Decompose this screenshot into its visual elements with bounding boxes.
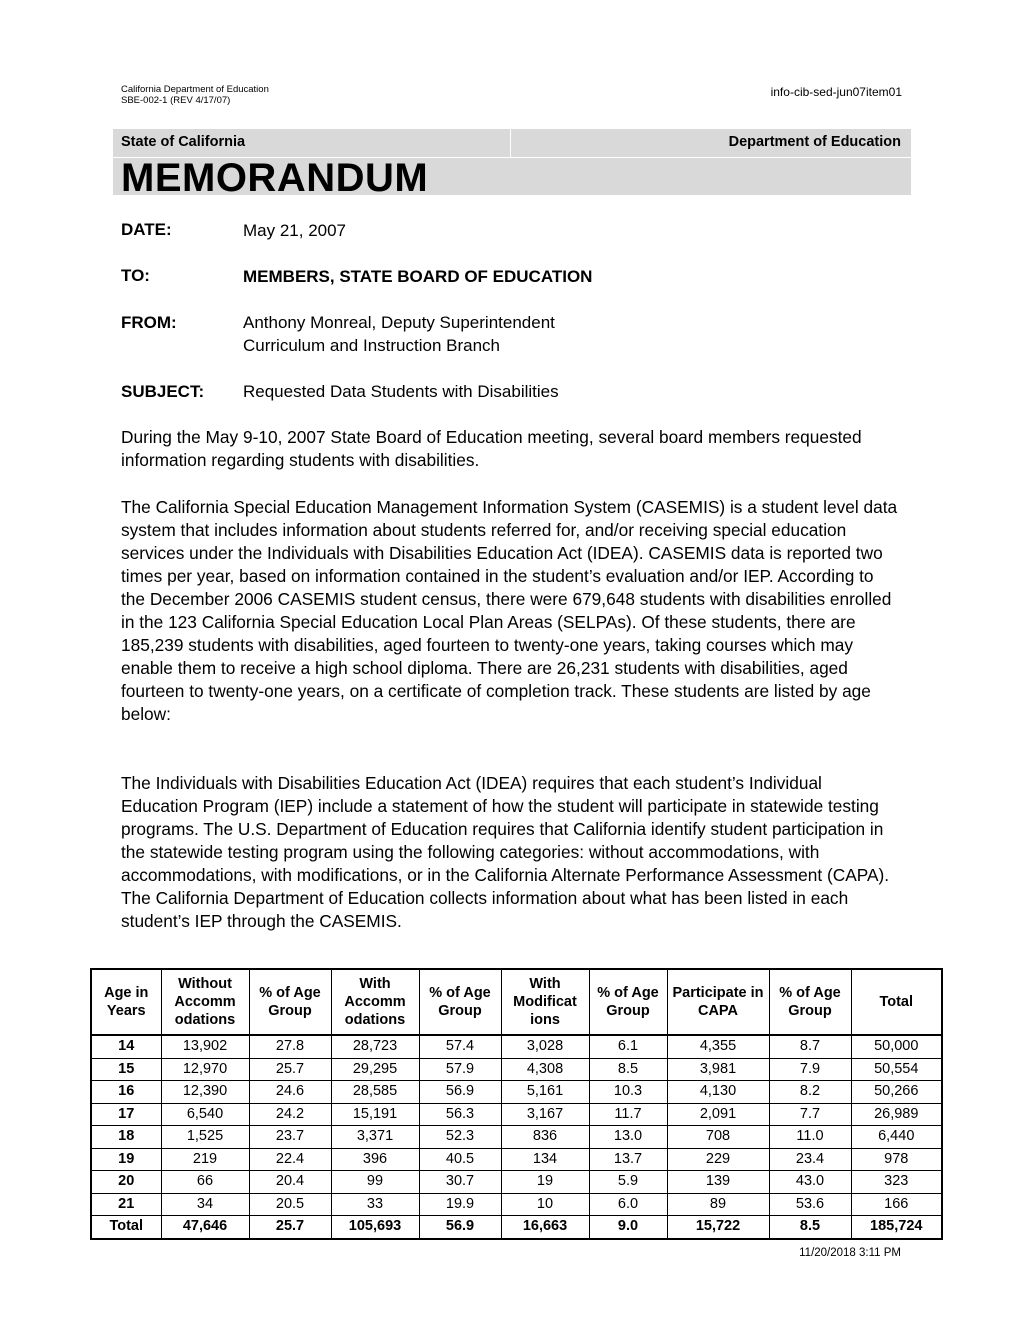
age-cell: Total — [91, 1216, 161, 1239]
table-cell: 323 — [851, 1171, 942, 1194]
col-header: % of Age Group — [249, 969, 331, 1035]
table-cell: 52.3 — [419, 1126, 501, 1149]
table-row — [91, 1193, 942, 1216]
table-header-row — [91, 969, 942, 1035]
age-cell: 17 — [91, 1103, 161, 1126]
to-value: MEMBERS, STATE BOARD OF EDUCATION — [243, 267, 593, 286]
table-cell: 40.5 — [419, 1148, 501, 1171]
age-cell: 15 — [91, 1058, 161, 1081]
table-cell: 10.3 — [589, 1081, 667, 1104]
table-cell: 24.2 — [249, 1103, 331, 1126]
table-cell: 29,295 — [331, 1058, 419, 1081]
table-cell: 57.9 — [419, 1058, 501, 1081]
col-header: % of Age Group — [769, 969, 851, 1035]
table-cell: 4,355 — [667, 1035, 769, 1058]
table-cell: 166 — [851, 1193, 942, 1216]
table-row — [91, 1081, 942, 1104]
print-timestamp: 11/20/2018 3:11 PM — [799, 1247, 901, 1259]
table-cell: 47,646 — [161, 1216, 249, 1239]
table-cell: 11.0 — [769, 1126, 851, 1149]
table-cell: 12,970 — [161, 1058, 249, 1081]
table-cell: 836 — [501, 1126, 589, 1149]
table-cell: 22.4 — [249, 1148, 331, 1171]
document-header-left — [121, 84, 269, 106]
memo-banner — [113, 129, 911, 200]
table-cell: 25.7 — [249, 1058, 331, 1081]
table-cell: 3,371 — [331, 1126, 419, 1149]
table-cell: 6.1 — [589, 1035, 667, 1058]
table-cell: 13.7 — [589, 1148, 667, 1171]
table-cell: 26,989 — [851, 1103, 942, 1126]
banner-row — [113, 129, 911, 157]
item-id: info-cib-sed-jun07item01 — [770, 85, 902, 99]
table-cell: 13.0 — [589, 1126, 667, 1149]
table-cell: 2,091 — [667, 1103, 769, 1126]
department-label: Department of Education — [728, 134, 901, 150]
form-number: SBE-002-1 (REV 4/17/07) — [121, 95, 231, 106]
table-cell: 7.9 — [769, 1058, 851, 1081]
col-header: With Accomm odations — [331, 969, 419, 1035]
table-cell: 185,724 — [851, 1216, 942, 1239]
table-cell: 43.0 — [769, 1171, 851, 1194]
table-cell: 16,663 — [501, 1216, 589, 1239]
table-cell: 28,585 — [331, 1081, 419, 1104]
table-cell: 105,693 — [331, 1216, 419, 1239]
memo-title: MEMORANDUM — [121, 156, 429, 200]
col-header: % of Age Group — [419, 969, 501, 1035]
table-cell: 50,000 — [851, 1035, 942, 1058]
table-cell: 23.7 — [249, 1126, 331, 1149]
age-cell: 18 — [91, 1126, 161, 1149]
table-cell: 20.5 — [249, 1193, 331, 1216]
subject-label: SUBJECT: — [121, 382, 205, 401]
table-cell: 50,554 — [851, 1058, 942, 1081]
table-row — [91, 1103, 942, 1126]
table-cell: 56.9 — [419, 1081, 501, 1104]
paragraph-idea: The Individuals with Disabilities Education Act (IDEA) requires that each student’s Individual Education Program (IEP) include a statement of how the student will participate in statewide testing programs. The U.S. Department of Education requires that California identify student participation in the statewide testing program using the following categories: without accommodations, with accommodations, with modifications, or in the California Alternate Performance Assessment (CAPA). The California Department of Education collects information about what has been listed in each student’s IEP through the CASEMIS. — [121, 773, 890, 931]
table-cell: 9.0 — [589, 1216, 667, 1239]
table-row — [91, 1035, 942, 1058]
col-header: With Modificat ions — [501, 969, 589, 1035]
table-cell: 5,161 — [501, 1081, 589, 1104]
table-cell: 6,440 — [851, 1126, 942, 1149]
table-cell: 8.5 — [769, 1216, 851, 1239]
col-header: Age in Years — [91, 969, 161, 1035]
table-cell: 30.7 — [419, 1171, 501, 1194]
table-cell: 11.7 — [589, 1103, 667, 1126]
age-cell: 16 — [91, 1081, 161, 1104]
table-cell: 219 — [161, 1148, 249, 1171]
date-value: May 21, 2007 — [243, 221, 347, 240]
age-cell: 21 — [91, 1193, 161, 1216]
table-cell: 50,266 — [851, 1081, 942, 1104]
col-header: % of Age Group — [589, 969, 667, 1035]
table-cell: 978 — [851, 1148, 942, 1171]
paragraph-intro: During the May 9-10, 2007 State Board of Education meeting, several board members requested information regarding students with disabilities. — [121, 427, 862, 470]
table-cell: 1,525 — [161, 1126, 249, 1149]
table-cell: 396 — [331, 1148, 419, 1171]
table-cell: 19 — [501, 1171, 589, 1194]
table-cell: 28,723 — [331, 1035, 419, 1058]
table-cell: 12,390 — [161, 1081, 249, 1104]
participation-table — [90, 968, 943, 1240]
table-cell: 3,981 — [667, 1058, 769, 1081]
table-cell: 99 — [331, 1171, 419, 1194]
table-row — [91, 1148, 942, 1171]
table-cell: 25.7 — [249, 1216, 331, 1239]
state-label: State of California — [121, 134, 246, 150]
table-cell: 3,167 — [501, 1103, 589, 1126]
age-cell: 20 — [91, 1171, 161, 1194]
table-cell: 7.7 — [769, 1103, 851, 1126]
table-cell: 3,028 — [501, 1035, 589, 1058]
table-body — [91, 1035, 942, 1239]
date-label: DATE: — [121, 220, 172, 239]
table-cell: 33 — [331, 1193, 419, 1216]
from-value — [243, 311, 555, 357]
age-cell: 14 — [91, 1035, 161, 1058]
table-cell: 57.4 — [419, 1035, 501, 1058]
subject-value: Requested Data Students with Disabilities — [243, 382, 559, 401]
col-header: Without Accomm odations — [161, 969, 249, 1035]
table-cell: 8.7 — [769, 1035, 851, 1058]
table-cell: 229 — [667, 1148, 769, 1171]
table-cell: 24.6 — [249, 1081, 331, 1104]
table-row — [91, 1058, 942, 1081]
table-cell: 89 — [667, 1193, 769, 1216]
table-cell: 23.4 — [769, 1148, 851, 1171]
table-cell: 20.4 — [249, 1171, 331, 1194]
table-cell: 6,540 — [161, 1103, 249, 1126]
table-cell: 13,902 — [161, 1035, 249, 1058]
table-cell: 5.9 — [589, 1171, 667, 1194]
paragraph-casemis: The California Special Education Management Information System (CASEMIS) is a student level data system that includes information about students referred for, and/or receiving special education services under the Individuals with Disabilities Education Act (IDEA). CASEMIS data is reported two times per year, based on information contained in the student’s evaluation and/or IEP. According to the December 2006 CASEMIS student census, there were 679,648 students with disabilities enrolled in the 123 California Special Education Local Plan Areas (SELPAs). Of these students, there are 185,239 students with disabilities, aged fourteen to twenty-one years, taking courses which may enable them to receive a high school diploma. There are 26,231 students with disabilities, aged fourteen to twenty-one years, on a certificate of completion track. These students are listed by age below: — [121, 497, 898, 724]
table-cell: 4,130 — [667, 1081, 769, 1104]
table-cell: 53.6 — [769, 1193, 851, 1216]
table-cell: 6.0 — [589, 1193, 667, 1216]
from-label: FROM: — [121, 313, 177, 332]
table-cell: 15,722 — [667, 1216, 769, 1239]
table-cell: 66 — [161, 1171, 249, 1194]
from-line-name: Anthony Monreal, Deputy Superintendent — [243, 313, 555, 332]
table-cell: 708 — [667, 1126, 769, 1149]
table-cell: 139 — [667, 1171, 769, 1194]
col-header: Participate in CAPA — [667, 969, 769, 1035]
table-total-row — [91, 1216, 942, 1239]
table-cell: 56.3 — [419, 1103, 501, 1126]
table-row — [91, 1126, 942, 1149]
org-line: California Department of Education — [121, 84, 269, 95]
table-cell: 19.9 — [419, 1193, 501, 1216]
table-cell: 56.9 — [419, 1216, 501, 1239]
table-cell: 8.5 — [589, 1058, 667, 1081]
table-cell: 27.8 — [249, 1035, 331, 1058]
table-cell: 15,191 — [331, 1103, 419, 1126]
to-label: TO: — [121, 266, 150, 285]
table-cell: 134 — [501, 1148, 589, 1171]
table-cell: 10 — [501, 1193, 589, 1216]
col-header: Total — [851, 969, 942, 1035]
table-row — [91, 1171, 942, 1194]
from-line-branch: Curriculum and Instruction Branch — [243, 336, 501, 355]
table-cell: 8.2 — [769, 1081, 851, 1104]
table-cell: 4,308 — [501, 1058, 589, 1081]
table-cell: 34 — [161, 1193, 249, 1216]
age-cell: 19 — [91, 1148, 161, 1171]
